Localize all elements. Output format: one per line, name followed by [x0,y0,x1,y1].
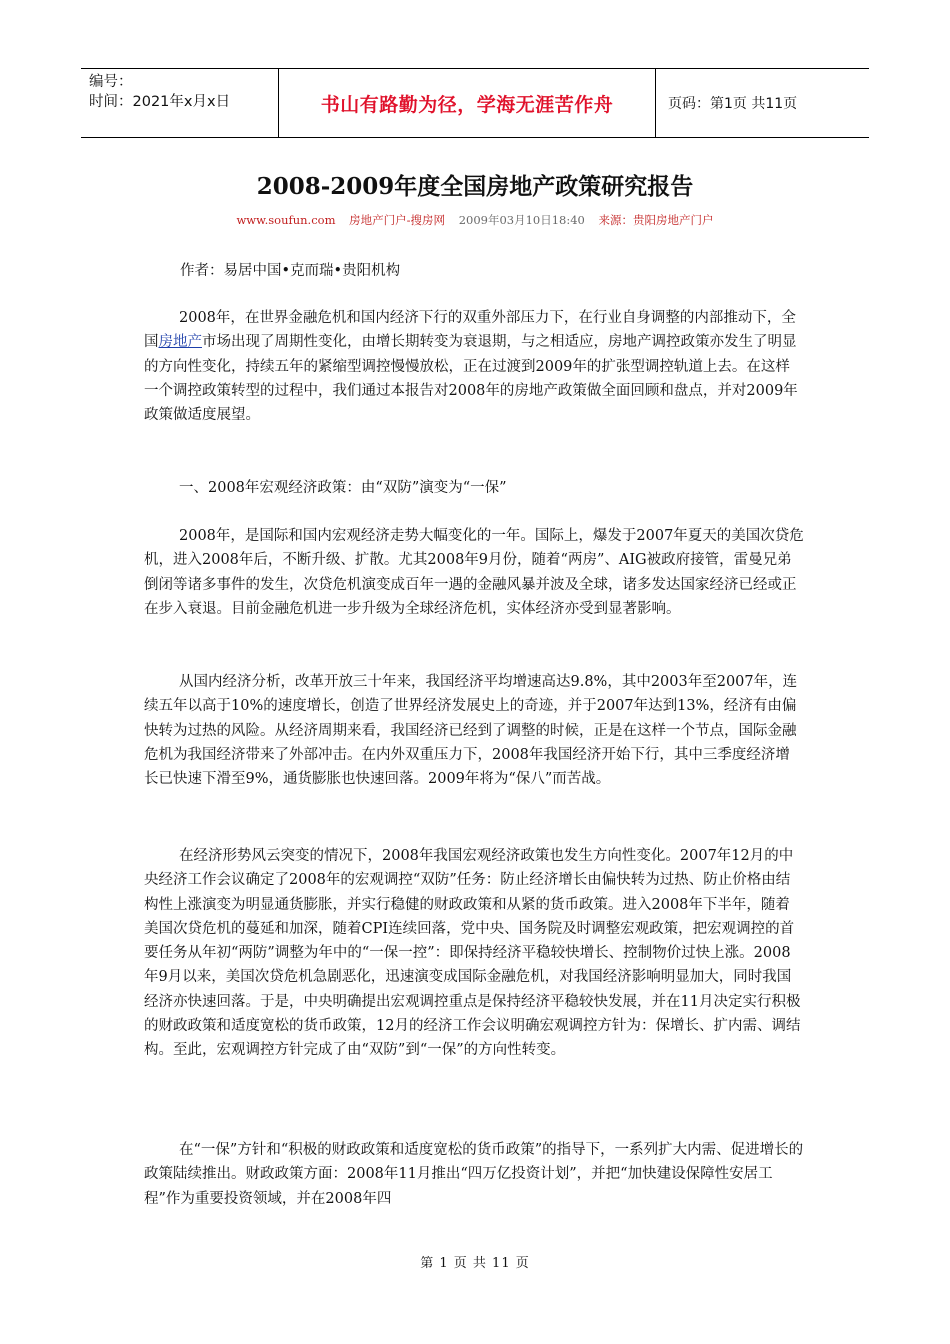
article-title: 2008-2009年度全国房地产政策研究报告 [256,173,694,200]
source-site-link[interactable]: www.soufun.com [236,213,336,227]
paragraph-intro-pre: 2008年，在世界金融危机和国内经济下行的双重外部压力下，在行业自身调整的内部推动下，全国 [144,310,796,351]
header-meta-cell [81,69,279,137]
section-1-heading: 一、2008年宏观经济政策：由“双防”演变为“一保” [179,480,507,496]
source-portal-link[interactable]: 房地产门户-搜房网 [349,213,446,227]
paragraph-intro [144,306,804,427]
paragraph-stimulus: 在“一保”方针和“积极的财政政策和适度宽松的货币政策”的指导下，一系列扩大内需、促进增长的政策陆续推出。财政政策方面：2008年11月推出“四万亿投资计划”，并把“加快建设保障性安居工程”作为重要投资领域，并在2008年四 [144,1142,804,1207]
page-footer: 第 1 页 共 11 页 [420,1256,530,1271]
paragraph-policy-shift: 在经济形势风云突变的情况下，2008年我国宏观经济政策也发生方向性变化。2007年12月的中央经济工作会议确定了2008年的宏观调控“双防”任务：防止经济增长由偏快转为过热、防止价格由结构性上涨演变为明显通货膨胀，并实行稳健的财政政策和从紧的货币政策。进入2008年下半年，随着美国次贷危机的蔓延和加深，随着CPI连续回落，党中央、国务院及时调整宏观政策，把宏观调控的首要任务从年初“两防”调整为年中的“一保一控”：即保持经济平稳较快增长、控制物价过快上涨。2008年9月以来，美国次贷危机急剧恶化，迅速演变成国际金融危机，对我国经济影响明显加大，同时我国经济亦快速回落。于是，中央明确提出宏观调控重点是保持经济平稳较快发展，并在11月决定实行积极的财政政策和适度宽松的货币政策，12月的经济工作会议明确宏观调控方针为：保增长、扩内需、调结构。至此，宏观调控方针完成了由“双防”到“一保”的方向性转变。 [144,848,801,1059]
motto-text: 书山有路勤为径，学海无涯苦作舟 [320,93,614,116]
paragraph-domestic: 从国内经济分析，改革开放三十年来，我国经济平均增速高达9.8%，其中2003年至2007年，连续五年以高于10%的速度增长，创造了世界经济发展史上的奇迹，并于2007年达到13%，经济有由偏快转为过热的风险。从经济周期来看，我国经济已经到了调整的时候，正是在这样一个节点，国际金融危机为我国经济带来了外部冲击。在内外双重压力下，2008年我国经济开始下行，其中三季度经济增长已快速下滑至9%，通货膨胀也快速回落。2009年将为“保八”而苦战。 [144,674,798,788]
source-origin: 来源：贵阳房地产门户 [598,213,714,227]
article-source-line [0,212,950,228]
document-time-label: 时间：2021年x月x日 [89,94,231,110]
page-info-label: 页码：第1页 共11页 [668,96,798,112]
source-date: 2009年03月10日18:40 [458,213,585,227]
header-page-cell [656,69,869,137]
document-number-label: 编号： [89,74,133,90]
article-author: 作者：易居中国•克而瑞•贵阳机构 [180,263,401,279]
paragraph-intro-post: 市场出现了周期性变化，由增长期转变为衰退期，与之相适应，房地产调控政策亦发生了明显的方向性变化，持续五年的紧缩型调控慢慢放松，正在过渡到2009年的扩张型调控轨道上去。在这样一个调控政策转型的过程中，我们通过本报告对2008年的房地产政策做全面回顾和盘点，并对2009年政策做适度展望。 [144,334,798,424]
document-header-table [81,68,869,138]
real-estate-link[interactable]: 房地产 [158,334,202,351]
paragraph-international: 2008年，是国际和国内宏观经济走势大幅变化的一年。国际上，爆发于2007年夏天的美国次贷危机，进入2008年后，不断升级、扩散。尤其2008年9月份，随着“两房”、AIG被政府接管，雷曼兄弟倒闭等诸多事件的发生，次贷危机演变成百年一遇的金融风暴并波及全球，诸多发达国家经济已经或正在步入衰退。目前金融危机进一步升级为全球经济危机，实体经济亦受到显著影响。 [144,528,804,617]
header-motto-cell [279,69,656,137]
